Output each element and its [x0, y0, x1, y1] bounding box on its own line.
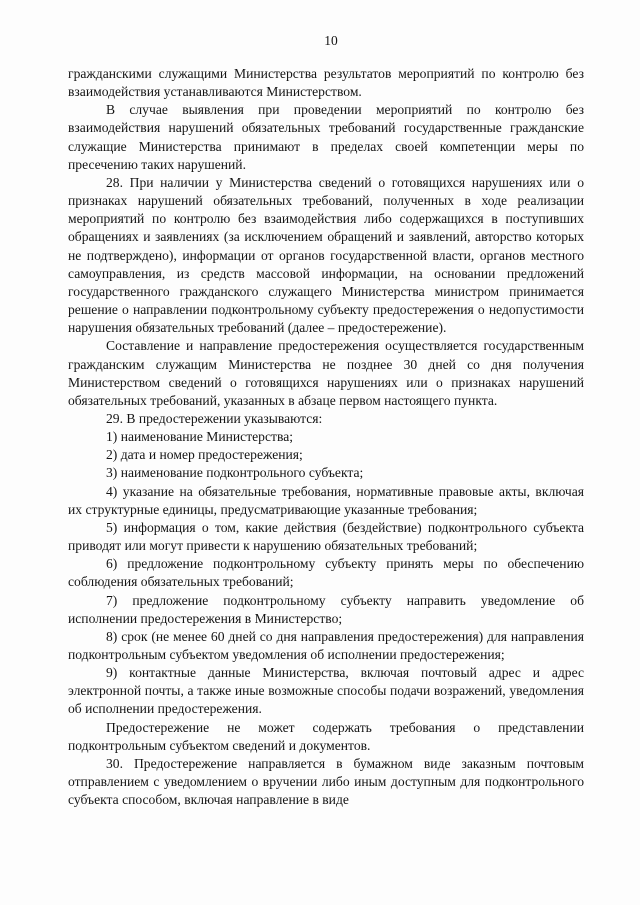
paragraph-clause-30: 30. Предостережение направляется в бумажном виде заказным почтовым отправлением с уведомлением о вручении либо иным доступным для подконтрольного субъекта способом, включая направление в виде	[68, 755, 584, 808]
list-item-2: 2) дата и номер предостережения;	[106, 447, 303, 463]
list-item-8: 8) срок (не менее 60 дней со дня направления предостережения) для направления подконтрольным субъектом уведомления об исполнении предостережения;	[68, 628, 584, 662]
paragraph-clause-29: 29. В предостережении указываются:	[106, 410, 323, 426]
document-body	[68, 65, 584, 809]
list-item-5: 5) информация о том, какие действия (бездействие) подконтрольного субъекта приводят или могут привести к нарушению обязательных требований;	[68, 519, 584, 554]
paragraph-clause-28: 28. При наличии у Министерства сведений о готовящихся нарушениях или о признаках нарушений обязательных требований, полученных в ходе реализации мероприятий по контролю без взаимодействия либо содержащихся в поступивших обращениях и заявлениях (за исключением обращений и заявлений, авторство которых не подтверждено), информации от органов государственной власти, органов местного самоуправления, из средств массовой информации, на основании предложений государственного гражданского служащего Министерства министром принимается решение о направлении подконтрольному субъекту предостережения о недопустимости нарушения обязательных требований (далее – предостережение).	[68, 174, 584, 336]
paragraph-continuation: гражданскими служащими Министерства результатов мероприятий по контролю без взаимодействия устанавливаются Министерством.	[68, 66, 584, 100]
paragraph-violation-measures: В случае выявления при проведении мероприятий по контролю без взаимодействия нарушений обязательных требований государственные гражданские служащие Министерства принимают в пределах своей компетенции меры по пресечению таких нарушений.	[68, 102, 584, 172]
list-item-3: 3) наименование подконтрольного субъекта;	[106, 465, 364, 481]
list-item-7: 7) предложение подконтрольному субъекту направить уведомление об исполнении предостережения в Министерство;	[68, 592, 584, 626]
list-item-9: 9) контактные данные Министерства, включая почтовый адрес и адрес электронной почты, а также иные возможные способы подачи возражений, уведомления об исполнении предостережения.	[68, 665, 584, 717]
page-number: 10	[324, 33, 338, 48]
paragraph-warning-restriction: Предостережение не может содержать требования о представлении подконтрольным субъектом сведений и документов.	[68, 719, 584, 753]
list-item-6: 6) предложение подконтрольному субъекту принять меры по обеспечению соблюдения обязательных требований;	[68, 556, 584, 590]
list-item-1: 1) наименование Министерства;	[106, 429, 294, 445]
paragraph-warning-deadline: Составление и направление предостережения осуществляется государственным гражданским служащим Министерства не позднее 30 дней со дня получения Министерством сведений о готовящихся нарушениях или о признаках нарушений обязательных требований, указанных в абзаце первом настоящего пункта.	[68, 338, 584, 408]
list-item-4: 4) указание на обязательные требования, нормативные правовые акты, включая их структурные единицы, предусматривающие указанные требования;	[68, 483, 584, 517]
